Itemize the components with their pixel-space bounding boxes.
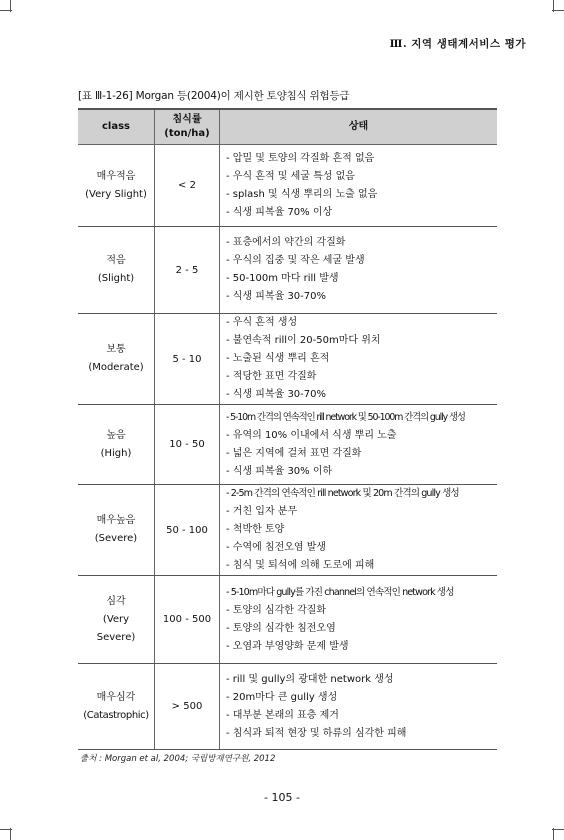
table-row: [78, 664, 497, 750]
status-line: - 우식의 집중 및 작은 세굴 발생: [226, 255, 365, 266]
rate-cell: 10 - 50: [155, 405, 220, 485]
status-line: - 적당한 표면 각질화: [226, 371, 317, 382]
crop-mark: [10, 0, 11, 12]
rate-cell: > 500: [155, 664, 220, 750]
status-line: - 침식 및 퇴석에 의해 도로에 피해: [226, 560, 375, 571]
class-ko: 높음: [106, 429, 126, 441]
crop-mark: [553, 0, 554, 12]
class-ko: 매우높음: [96, 515, 136, 526]
rate-header-line2: (ton/ha): [164, 128, 210, 139]
class-cell: [78, 314, 155, 405]
status-line: - 오염과 부영양화 문제 발생: [226, 640, 349, 652]
table-row: [78, 314, 497, 405]
table-caption: [표 Ⅲ-1-26] Morgan 등(2004)이 제시한 토양침식 위험등급: [78, 90, 350, 102]
rate-cell: < 2: [155, 145, 220, 227]
column-header-rate: [155, 109, 220, 145]
status-cell: [220, 576, 498, 664]
class-ko: 적음: [106, 255, 126, 266]
rate-cell: 2 - 5: [155, 227, 220, 314]
status-line: - 식생 피복율 70% 이상: [226, 206, 333, 218]
status-line: - splash 및 식생 뿌리의 노출 없음: [226, 188, 378, 200]
running-header: Ⅲ. 지역 생태계서비스 평가: [389, 38, 526, 50]
table-row: [78, 227, 497, 314]
status-cell: [220, 145, 498, 227]
status-line: - 50-100m 마다 rill 발생: [226, 273, 339, 284]
table-row: [78, 145, 497, 227]
rate-cell: 50 - 100: [155, 485, 220, 576]
status-line: - 우식 흔적 및 세굴 특성 없음: [226, 170, 355, 182]
status-line: - 수역에 침전오염 발생: [226, 542, 327, 553]
source-note: 출처 : Morgan et al, 2004; 국립방재연구원, 2012: [80, 754, 276, 764]
status-line: - 거친 입자 분무: [226, 506, 298, 517]
crop-mark: [553, 828, 554, 840]
status-line: - 불연속적 rill이 20-50m마다 위치: [226, 335, 381, 346]
class-cell: [78, 145, 155, 227]
status-cell: [220, 405, 498, 485]
class-en: (Catastrophic): [83, 709, 149, 721]
status-line: - rill 및 gully의 광대한 network 생성: [226, 673, 394, 685]
class-cell: [78, 227, 155, 314]
class-ko: 심각: [106, 595, 126, 607]
class-en: (Moderate): [88, 362, 144, 373]
status-line: - 압밀 및 토양의 각질화 흔적 없음: [226, 152, 375, 164]
class-cell: [78, 485, 155, 576]
rate-cell: 100 - 500: [155, 576, 220, 664]
status-line: - 2-5m 간격의 연속적인 rill network 및 20m 간격의 gully 생성: [226, 488, 459, 499]
class-en: (Severe): [94, 533, 138, 544]
status-line: - 우식 흔적 생성: [226, 317, 298, 328]
status-line: - 5-10m마다 gully를 가진 channel의 연속적인 network 생성: [226, 586, 454, 598]
status-line: - 식생 피복율 30-70%: [226, 389, 327, 400]
status-cell: [220, 485, 498, 576]
rate-header-line1: 침식률: [172, 114, 202, 125]
crop-mark: [10, 828, 11, 840]
status-line: - 유역의 10% 이내에서 식생 뿌리 노출: [226, 429, 397, 441]
column-header-status: 상태: [220, 109, 498, 145]
class-cell: [78, 576, 155, 664]
class-cell: [78, 405, 155, 485]
table-row: [78, 485, 497, 576]
class-en: (Slight): [97, 273, 135, 284]
status-line: - 식생 피복율 30-70%: [226, 291, 327, 302]
erosion-risk-table: [78, 108, 497, 750]
table-row: [78, 576, 497, 664]
status-line: - 노출된 식생 뿌리 흔적: [226, 353, 330, 364]
status-line: - 넓은 지역에 걸쳐 표면 각질화: [226, 447, 362, 459]
status-cell: [220, 314, 498, 405]
class-en: (Very Slight): [85, 188, 147, 200]
class-ko: 매우심각: [96, 691, 136, 703]
status-line: - 20m마다 큰 gully 생성: [226, 691, 338, 703]
class-en-line2: Severe): [96, 631, 136, 643]
table-row: [78, 405, 497, 485]
status-cell: [220, 664, 498, 750]
class-en: (High): [100, 447, 132, 459]
status-line: - 5-10m 간격의 연속적인 rill network 및 50-100m 간격의 gully 생성: [226, 411, 465, 423]
status-line: - 표층에서의 약간의 각질화: [226, 237, 346, 248]
column-header-class: class: [78, 109, 155, 145]
status-line: - 척박한 토양: [226, 524, 285, 535]
status-line: - 토양의 심각한 각질화: [226, 604, 327, 616]
table-header-row: [78, 109, 497, 145]
class-en: (Very: [102, 613, 130, 625]
rate-cell: 5 - 10: [155, 314, 220, 405]
status-line: - 침식과 퇴적 현장 및 하류의 심각한 피해: [226, 727, 407, 739]
class-ko: 보통: [106, 344, 126, 355]
status-line: - 토양의 심각한 침전오염: [226, 622, 336, 634]
page-number: - 105 -: [264, 791, 300, 804]
class-cell: [78, 664, 155, 750]
status-cell: [220, 227, 498, 314]
status-line: - 식생 피복율 30% 이하: [226, 465, 333, 477]
class-ko: 매우적음: [96, 170, 136, 182]
status-line: - 대부분 본래의 표층 제거: [226, 709, 339, 721]
